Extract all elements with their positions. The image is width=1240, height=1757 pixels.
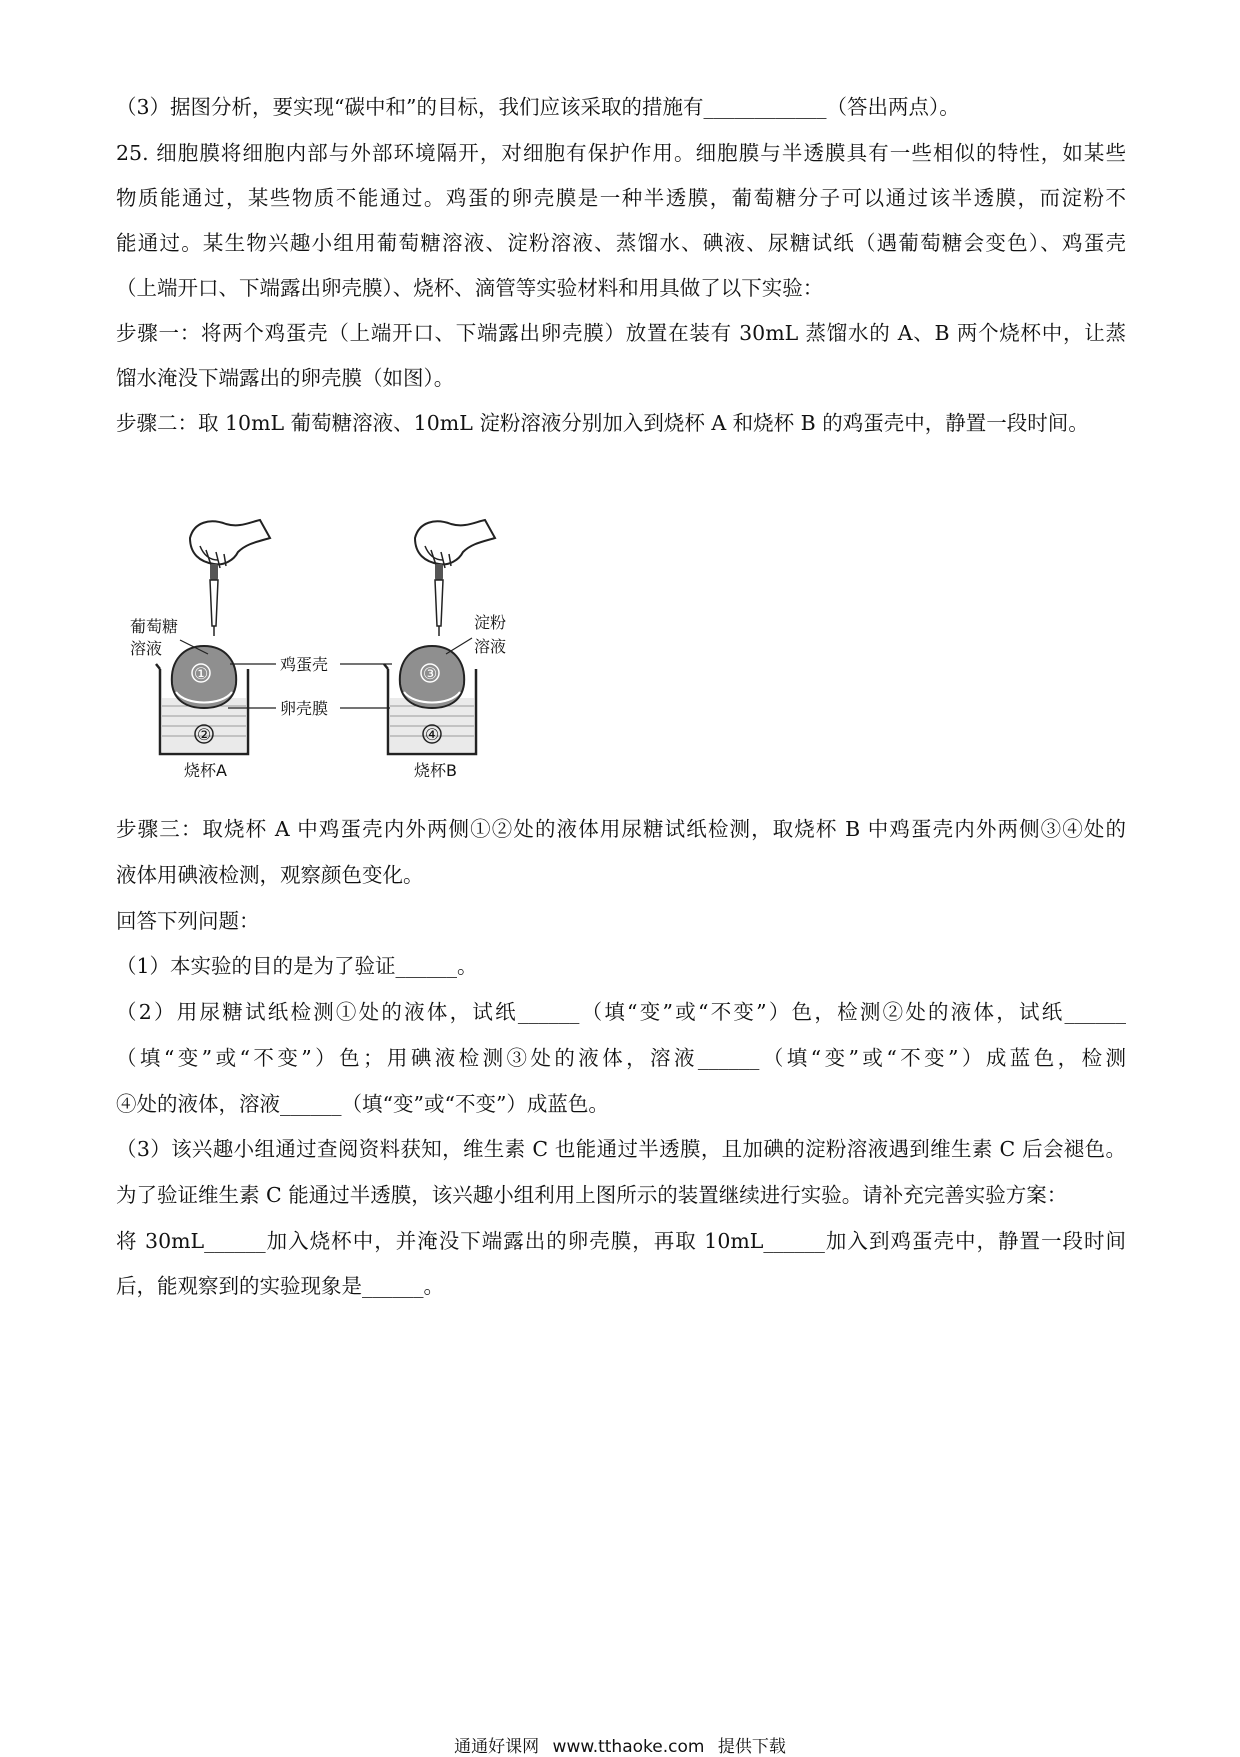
beaker-a-label: 烧杯A <box>184 761 227 780</box>
subquestion-3-line-4: 后，能观察到的实验现象是______。 <box>116 1274 444 1298</box>
question-25-intro-line-1: 25. 细胞膜将细胞内部与外部环境隔开，对细胞有保护作用。细胞膜与半透膜具有一些相似的特性，如某些 <box>116 141 1126 165</box>
circle-label-4: ④ <box>424 725 440 744</box>
subquestion-3-line-3: 将 30mL______加入烧杯中，并淹没下端露出的卵壳膜，再取 10mL______加入到鸡蛋壳中，静置一段时间 <box>116 1229 1126 1253</box>
eggshell-label: 鸡蛋壳 <box>280 655 329 674</box>
glucose-label-2: 溶液 <box>130 639 163 658</box>
circle-label-3: ③ <box>422 664 438 683</box>
subquestion-3-line-2: 为了验证维生素 C 能通过半透膜，该兴趣小组利用上图所示的装置继续进行实验。请补充完善实验方案： <box>116 1183 1068 1207</box>
question-24-part-3: （3）据图分析，要实现“碳中和”的目标，我们应该采取的措施有____________（答出两点）。 <box>116 95 960 119</box>
starch-label-2: 溶液 <box>474 637 507 656</box>
footer-site-name: 通通好课网 <box>454 1737 540 1757</box>
step-1-line-1: 步骤一：将两个鸡蛋壳（上端开口、下端露出卵壳膜）放置在装有 30mL 蒸馏水的 A、B 两个烧杯中，让蒸 <box>116 321 1126 345</box>
question-25-intro-line-4: （上端开口、下端露出卵壳膜）、烧杯、滴管等实验材料和用具做了以下实验： <box>116 276 824 300</box>
membrane-label: 卵壳膜 <box>280 699 329 718</box>
subquestion-1: （1）本实验的目的是为了验证______。 <box>116 954 478 978</box>
circle-label-1: ① <box>193 664 209 683</box>
subquestion-2-line-1: （2）用尿糖试纸检测①处的液体，试纸______（填“变”或“不变”）色，检测②处的液体，试纸______ <box>116 1000 1126 1024</box>
answer-prompt: 回答下列问题： <box>116 909 260 933</box>
subquestion-2-line-2: （填“变”或“不变”）色；用碘液检测③处的液体，溶液______（填“变”或“不变”）成蓝色，检测 <box>116 1046 1126 1070</box>
step-1-line-2: 馏水淹没下端露出的卵壳膜（如图）。 <box>116 366 455 390</box>
beaker-b-label: 烧杯B <box>414 761 457 780</box>
experiment-diagram <box>130 494 560 780</box>
glucose-label-1: 葡萄糖 <box>130 617 179 636</box>
subquestion-2-line-3: ④处的液体，溶液______（填“变”或“不变”）成蓝色。 <box>116 1092 609 1116</box>
footer-suffix: 提供下载 <box>717 1737 786 1757</box>
step-3-line-1: 步骤三：取烧杯 A 中鸡蛋壳内外两侧①②处的液体用尿糖试纸检测，取烧杯 B 中鸡蛋壳内外两侧③④处的 <box>116 817 1126 841</box>
step-3-line-2: 液体用碘液检测，观察颜色变化。 <box>116 863 424 887</box>
starch-label-1: 淀粉 <box>474 613 507 632</box>
page-footer <box>0 1732 1240 1757</box>
question-25-intro-line-3: 能通过。某生物兴趣小组用葡萄糖溶液、淀粉溶液、蒸馏水、碘液、尿糖试纸（遇葡萄糖会变色）、鸡蛋壳 <box>116 231 1126 255</box>
footer-url[interactable]: www.tthaoke.com <box>552 1737 705 1757</box>
experiment-figure <box>130 494 560 780</box>
step-2: 步骤二：取 10mL 葡萄糖溶液、10mL 淀粉溶液分别加入到烧杯 A 和烧杯 B 的鸡蛋壳中，静置一段时间。 <box>116 411 1089 435</box>
subquestion-3-line-1: （3）该兴趣小组通过查阅资料获知，维生素 C 也能通过半透膜，且加碘的淀粉溶液遇到维生素 C 后会褪色。 <box>116 1137 1126 1161</box>
question-25-intro-line-2: 物质能通过，某些物质不能通过。鸡蛋的卵壳膜是一种半透膜，葡萄糖分子可以通过该半透膜，而淀粉不 <box>116 186 1126 210</box>
beaker-a-setup <box>130 520 270 780</box>
circle-label-2: ② <box>196 725 212 744</box>
beaker-b-setup <box>384 520 506 780</box>
